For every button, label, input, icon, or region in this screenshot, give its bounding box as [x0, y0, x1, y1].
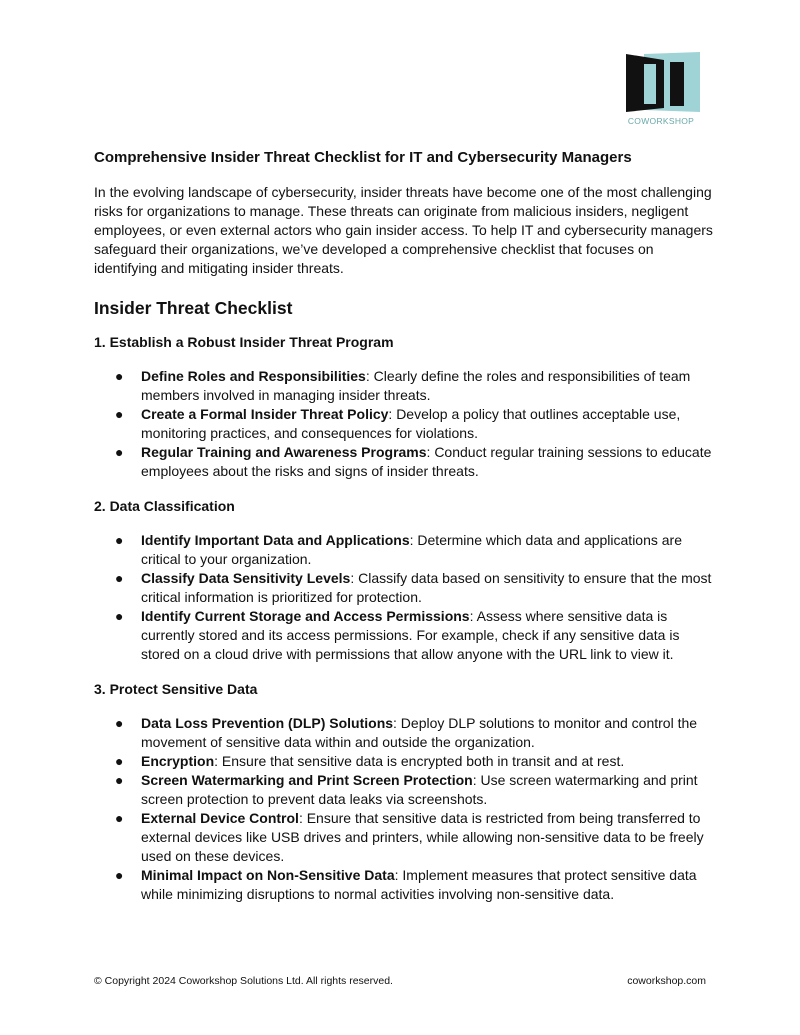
item-title: Data Loss Prevention (DLP) Solutions	[141, 715, 394, 731]
bullet-list	[94, 367, 714, 481]
bullet-list	[94, 531, 714, 664]
bullet-icon: ●	[115, 608, 124, 624]
item-title: Minimal Impact on Non-Sensitive Data	[141, 867, 395, 883]
bullet-icon: ●	[115, 368, 124, 384]
checklist-item	[94, 714, 714, 752]
bullet-icon: ●	[115, 570, 124, 586]
bullet-icon: ●	[115, 753, 124, 769]
bullet-list	[94, 714, 714, 904]
checklist-item	[94, 771, 714, 809]
item-title: External Device Control	[141, 810, 299, 826]
item-title: Define Roles and Responsibilities	[141, 368, 366, 384]
checklist-item	[94, 443, 714, 481]
checklist-sections	[94, 333, 714, 904]
item-description: : Determine which data and applications are critical to your organization.	[141, 532, 683, 567]
item-title: Identify Important Data and Applications	[141, 532, 410, 548]
bullet-icon: ●	[115, 532, 124, 548]
checklist-section	[94, 333, 714, 481]
page-footer	[94, 975, 706, 987]
item-title: Screen Watermarking and Print Screen Protection	[141, 772, 473, 788]
item-title: Identify Current Storage and Access Permissions	[141, 608, 470, 624]
checklist-heading: Insider Threat Checklist	[94, 298, 293, 318]
section-heading: 3. Protect Sensitive Data	[94, 681, 258, 697]
bullet-icon: ●	[115, 715, 124, 731]
intro-paragraph: In the evolving landscape of cybersecurity, insider threats have become one of the most challenging risks for organizations to manage. These threats can originate from malicious insiders, negligent employees, or even external actors who gain insider access. To help IT and cybersecurity managers safeguard their organizations, we’ve developed a comprehensive checklist that focuses on identifying and mitigating insider threats.	[94, 184, 713, 276]
section-heading: 2. Data Classification	[94, 498, 235, 514]
checklist-item	[94, 607, 714, 664]
bullet-icon: ●	[115, 772, 124, 788]
item-description: : Develop a policy that outlines acceptable use, monitoring practices, and consequences for violations.	[141, 406, 681, 441]
section-heading: 1. Establish a Robust Insider Threat Program	[94, 334, 394, 350]
footer-website: coworkshop.com	[627, 975, 706, 987]
checklist-item	[94, 809, 714, 866]
item-description: : Deploy DLP solutions to monitor and control the movement of sensitive data within and outside the organization.	[141, 715, 698, 750]
item-description: : Use screen watermarking and print screen protection to prevent data leaks via screenshots.	[141, 772, 698, 807]
item-description: : Conduct regular training sessions to educate employees about the risks and signs of insider threats.	[141, 444, 712, 479]
footer-copyright: © Copyright 2024 Coworkshop Solutions Ltd. All rights reserved.	[94, 975, 393, 987]
coworkshop-logo	[620, 50, 702, 130]
checklist-section	[94, 497, 714, 664]
bullet-icon: ●	[115, 810, 124, 826]
item-title: Create a Formal Insider Threat Policy	[141, 406, 389, 422]
item-title: Regular Training and Awareness Programs	[141, 444, 427, 460]
document-title: Comprehensive Insider Threat Checklist for IT and Cybersecurity Managers	[94, 149, 632, 166]
document-body	[94, 147, 714, 904]
item-description: : Implement measures that protect sensitive data while minimizing disruptions to normal activities involving non-sensitive data.	[141, 867, 697, 902]
bullet-icon: ●	[115, 867, 124, 883]
item-description: : Clearly define the roles and responsibilities of team members involved in managing insider threats.	[141, 368, 691, 403]
bullet-icon: ●	[115, 444, 124, 460]
logo-mark-icon	[620, 50, 702, 116]
checklist-item	[94, 569, 714, 607]
checklist-section	[94, 680, 714, 904]
checklist-item	[94, 752, 714, 771]
logo-wordmark: COWORKSHOP	[627, 116, 695, 126]
item-title: Classify Data Sensitivity Levels	[141, 570, 351, 586]
item-title: Encryption	[141, 753, 215, 769]
item-description: : Assess where sensitive data is currently stored and its access permissions. For example, check if any sensitive data is stored on a cloud drive with permissions that allow anyone with the URL link to view it.	[141, 608, 680, 662]
bullet-icon: ●	[115, 406, 124, 422]
checklist-item	[94, 367, 714, 405]
item-description: : Ensure that sensitive data is restricted from being transferred to external devices like USB drives and printers, while allowing non-sensitive data to be freely used on these devices.	[141, 810, 704, 864]
item-description: : Ensure that sensitive data is encrypted both in transit and at rest.	[214, 753, 625, 769]
item-description: : Classify data based on sensitivity to ensure that the most critical information is prioritized for protection.	[141, 570, 712, 605]
checklist-item	[94, 866, 714, 904]
checklist-item	[94, 531, 714, 569]
checklist-item	[94, 405, 714, 443]
